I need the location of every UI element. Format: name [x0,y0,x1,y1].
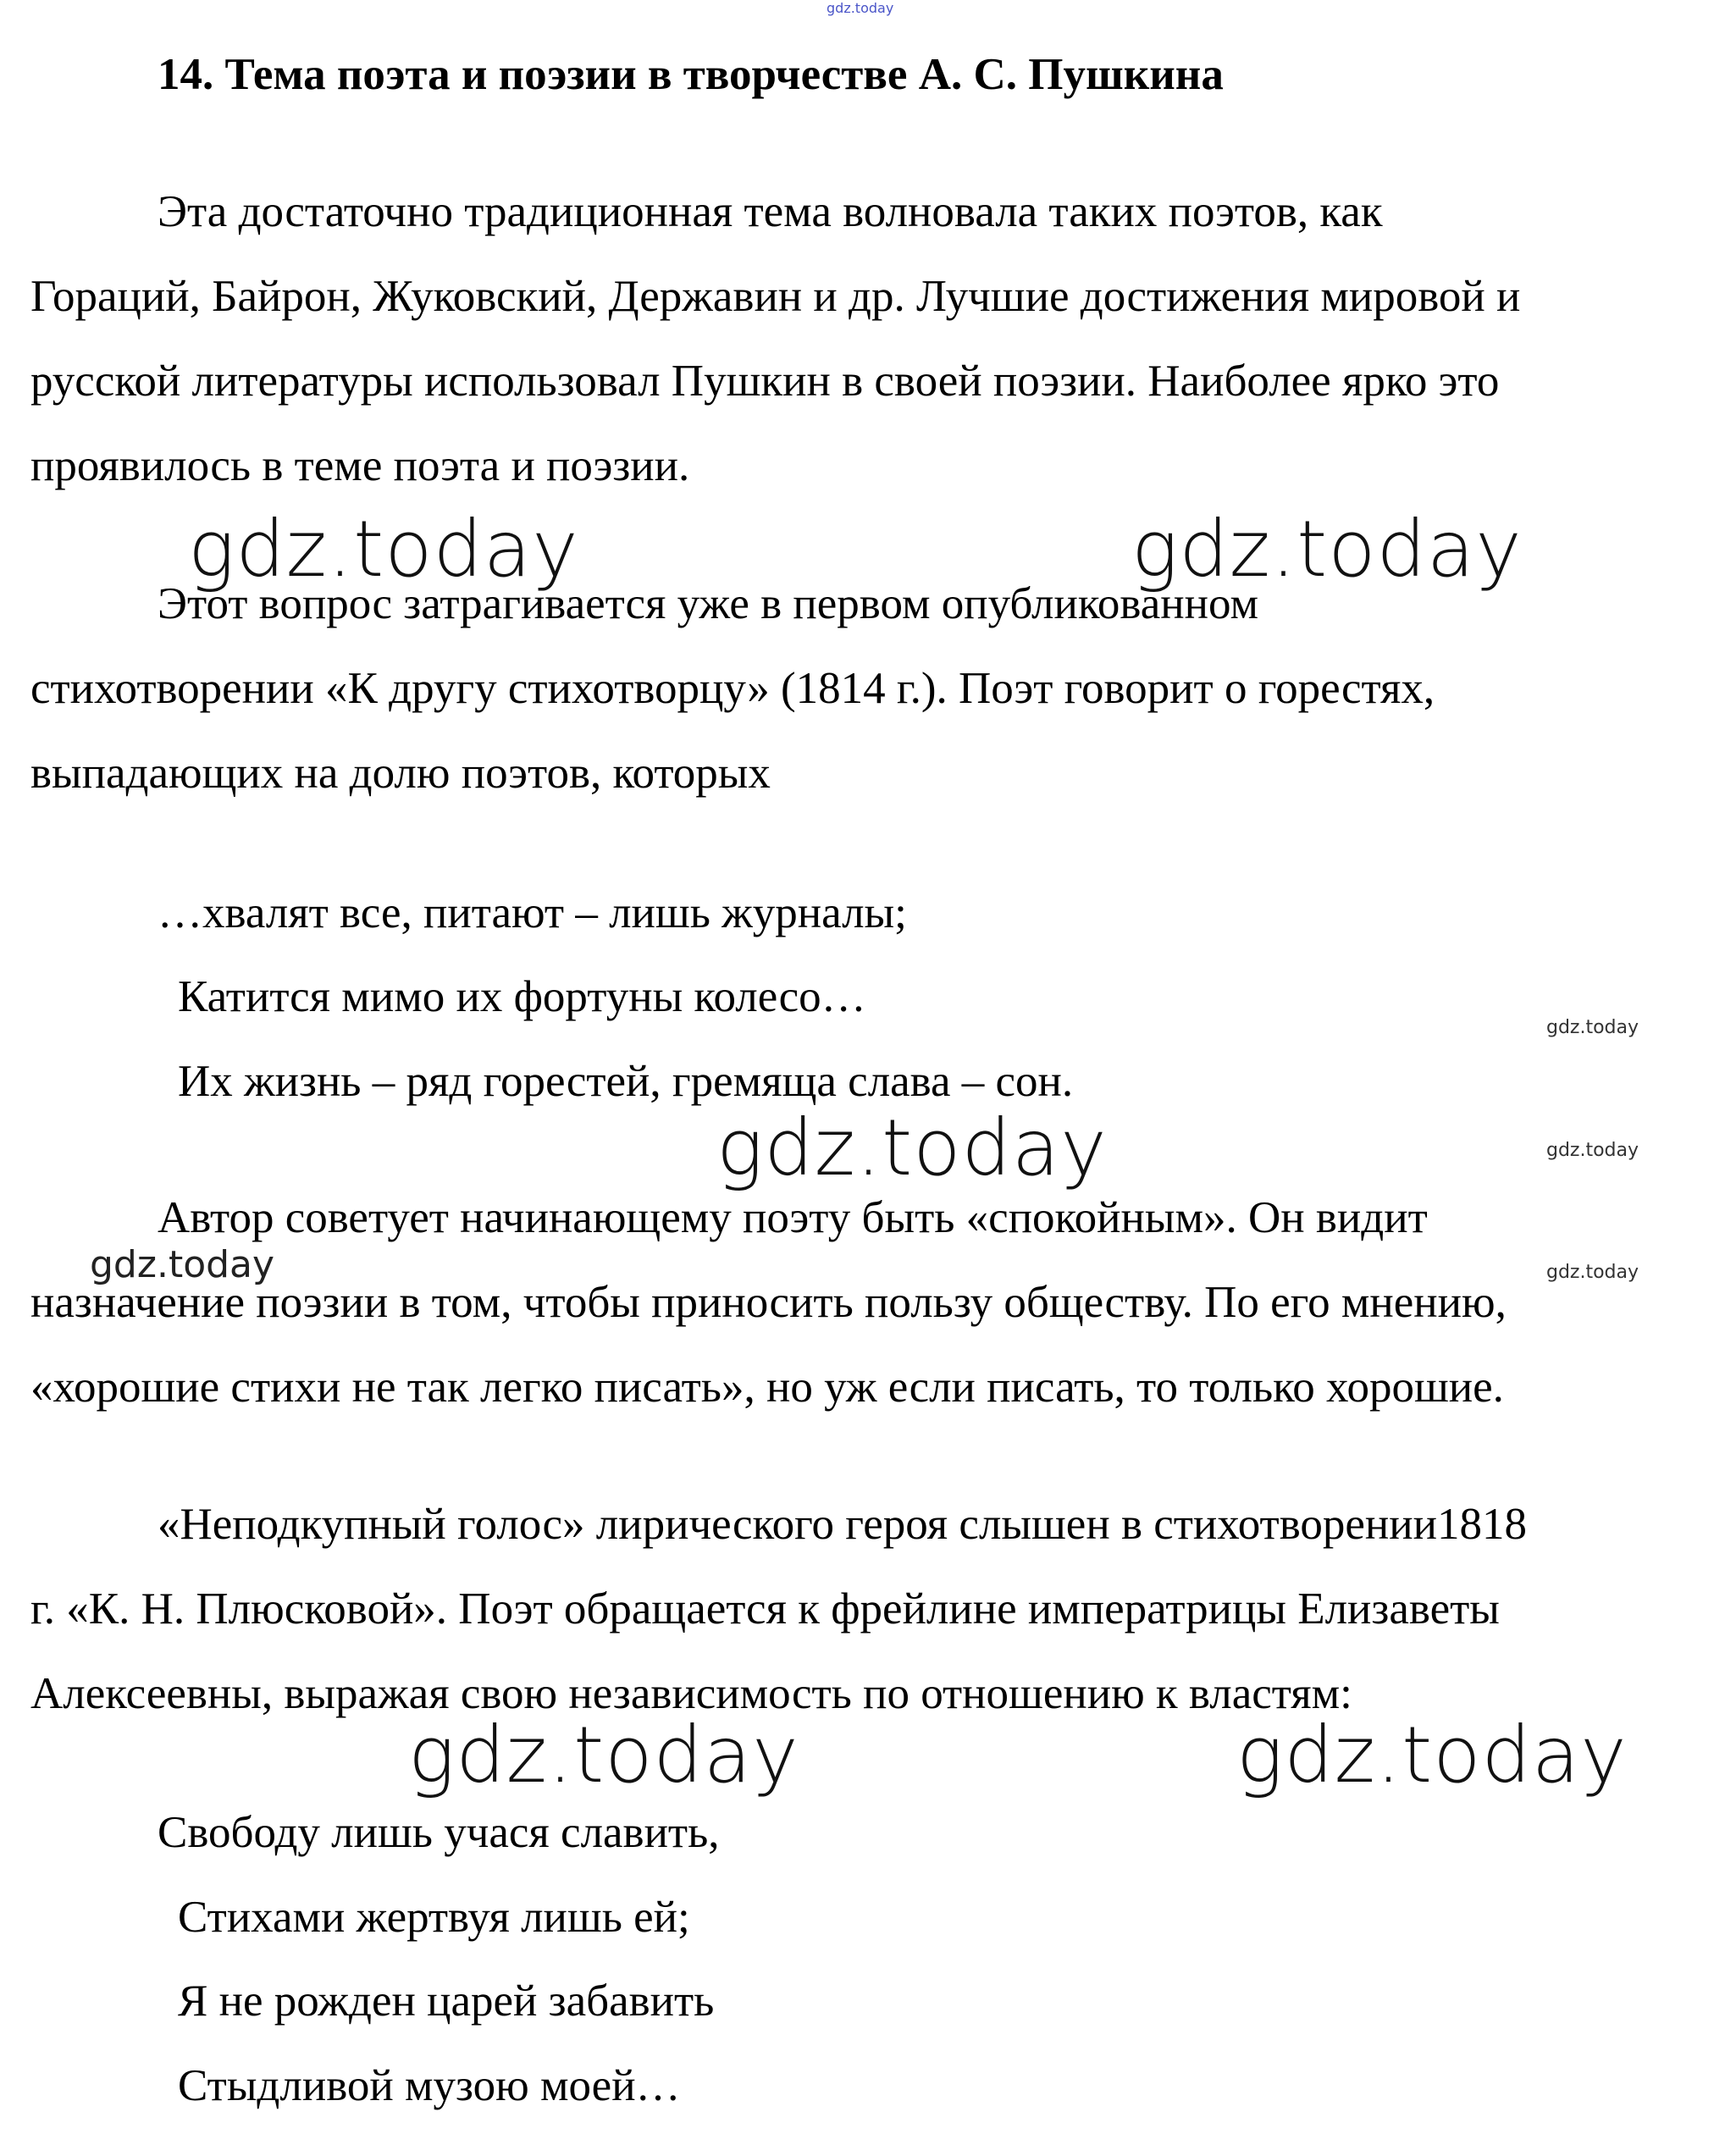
paragraph-1 [30,169,1690,508]
document-title: 14. Тема поэта и поэзии в творчестве А. С. Пушкина [158,50,1224,99]
paragraph-line: Автор советует начинающему поэту быть «спокойным». Он видит [158,1193,1428,1242]
paragraph-4 [30,1482,1690,1736]
paragraph-line: стихотворении «К другу стихотворцу» (1814 г.). Поэт говорит о горестях, [30,664,1435,713]
paragraph-line: «Неподкупный голос» лирического героя слышен в стихотворении1818 [158,1500,1527,1549]
watermark-2: gdz.today [1131,504,1523,594]
watermark-small-1: gdz.today [1546,1017,1639,1038]
paragraph-line: назначение поэзии в том, чтобы приносить пользу обществу. По его мнению, [30,1278,1507,1327]
paragraph-line: проявилось в теме поэта и поэзии. [30,441,690,490]
paragraph-line: Гораций, Байрон, Жуковский, Державин и др. Лучшие достижения мировой и [30,272,1521,321]
verse-1-line-1: …хвалят все, питают – лишь журналы; [158,888,907,937]
watermark-top: gdz.today [827,0,894,16]
watermark-4: gdz.today [408,1710,799,1800]
verse-2-line-4: Стыдливой музою моей… [178,2061,681,2110]
verse-2-line-2: Стихами жертвуя лишь ей; [178,1893,690,1942]
watermark-small-2: gdz.today [1546,1140,1639,1161]
paragraph-line: Алексеевны, выражая свою независимость по отношению к властям: [30,1669,1352,1718]
paragraph-line: Эта достаточно традиционная тема волновала таких поэтов, как [158,187,1383,236]
verse-2-line-1: Свободу лишь учася славить, [158,1808,720,1857]
watermark-small-3: gdz.today [1546,1262,1639,1283]
paragraph-line: русской литературы использовал Пушкин в своей поэзии. Наиболее ярко это [30,357,1500,406]
verse-1-line-2: Катится мимо их фортуны колесо… [178,972,866,1021]
watermark-5: gdz.today [1236,1710,1628,1800]
paragraph-line: Этот вопрос затрагивается уже в первом опубликованном [158,579,1259,628]
watermark-1: gdz.today [188,504,579,594]
watermark-3: gdz.today [716,1103,1108,1193]
watermark-mid: gdz.today [90,1243,275,1286]
verse-1-line-3: Их жизнь – ряд горестей, гремяща слава – сон. [178,1057,1074,1106]
paragraph-line: г. «К. Н. Плюсковой». Поэт обращается к фрейлине императрицы Елизаветы [30,1584,1500,1634]
paragraph-line: «хорошие стихи не так легко писать», но уж если писать, то только хорошие. [30,1363,1504,1412]
paragraph-line: выпадающих на долю поэтов, которых [30,749,771,798]
verse-2-line-3: Я не рожден царей забавить [178,1976,715,2026]
paragraph-3 [30,1175,1690,1429]
paragraph-2 [30,561,1690,815]
